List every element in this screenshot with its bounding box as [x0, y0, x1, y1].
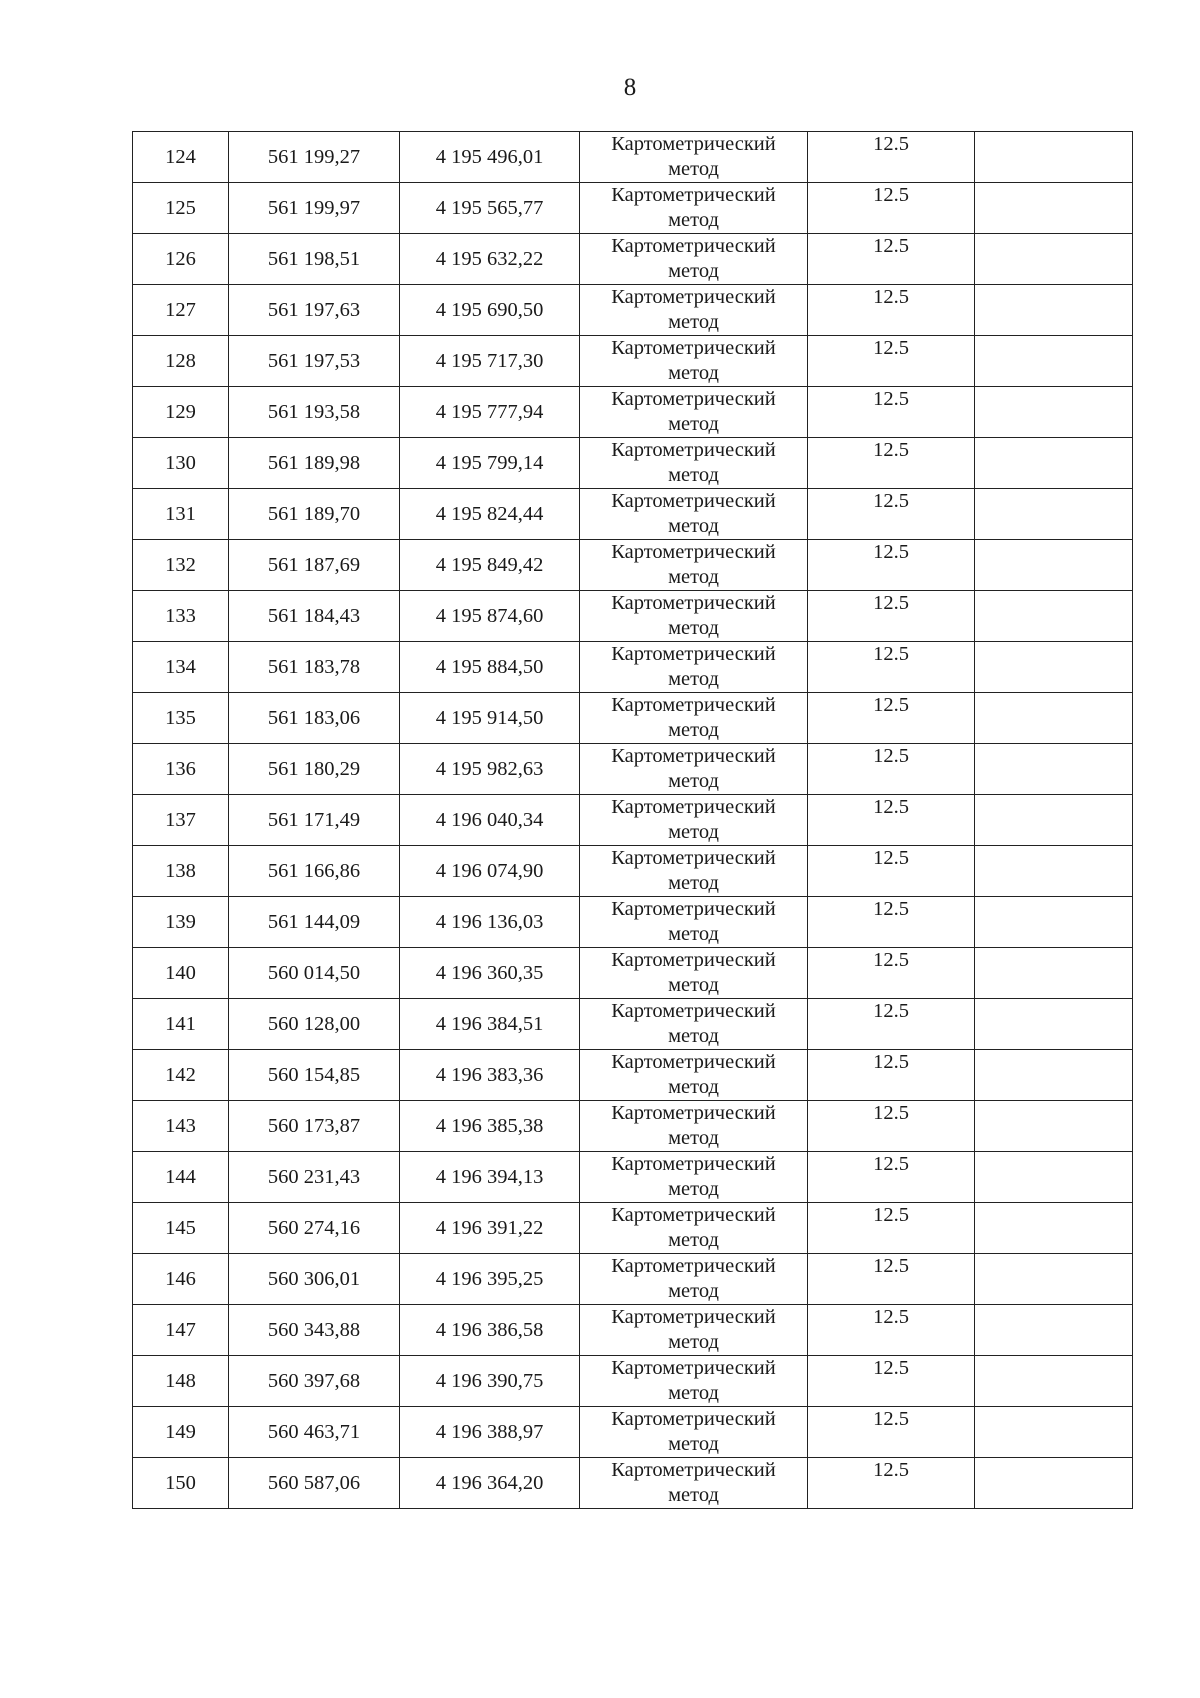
x-coordinate-cell: 561 184,43: [229, 591, 400, 642]
method-line-1: Картометрический: [611, 286, 776, 308]
method-line-2: метод: [668, 1076, 719, 1098]
point-number-cell: 136: [133, 744, 229, 795]
method-line-1: Картометрический: [611, 796, 776, 818]
method-cell: [580, 744, 808, 795]
coordinates-table: [132, 131, 1133, 1509]
method-line-1: Картометрический: [611, 745, 776, 767]
point-number-cell: 143: [133, 1101, 229, 1152]
table-row: [133, 1203, 1133, 1254]
accuracy-cell: 12.5: [808, 1050, 975, 1101]
table-row: [133, 132, 1133, 183]
x-coordinate-cell: 561 199,97: [229, 183, 400, 234]
accuracy-cell: 12.5: [808, 489, 975, 540]
method-line-2: метод: [668, 1331, 719, 1353]
method-line-1: Картометрический: [611, 1408, 776, 1430]
extra-cell: [975, 1407, 1133, 1458]
method-cell: [580, 489, 808, 540]
accuracy-cell: 12.5: [808, 948, 975, 999]
method-cell: [580, 1407, 808, 1458]
method-line-1: Картометрический: [611, 1051, 776, 1073]
x-coordinate-cell: 561 199,27: [229, 132, 400, 183]
accuracy-cell: 12.5: [808, 642, 975, 693]
accuracy-cell: 12.5: [808, 285, 975, 336]
method-line-1: Картометрический: [611, 1000, 776, 1022]
method-line-1: Картометрический: [611, 592, 776, 614]
extra-cell: [975, 591, 1133, 642]
method-line-1: Картометрический: [611, 490, 776, 512]
method-line-1: Картометрический: [611, 1102, 776, 1124]
method-line-1: Картометрический: [611, 235, 776, 257]
method-line-1: Картометрический: [611, 847, 776, 869]
extra-cell: [975, 744, 1133, 795]
point-number-cell: 148: [133, 1356, 229, 1407]
accuracy-cell: 12.5: [808, 744, 975, 795]
method-line-1: Картометрический: [611, 1255, 776, 1277]
accuracy-cell: 12.5: [808, 999, 975, 1050]
y-coordinate-cell: 4 196 360,35: [400, 948, 580, 999]
table-row: [133, 1356, 1133, 1407]
method-cell: [580, 591, 808, 642]
method-line-2: метод: [668, 311, 719, 333]
y-coordinate-cell: 4 195 632,22: [400, 234, 580, 285]
extra-cell: [975, 1203, 1133, 1254]
method-cell: [580, 285, 808, 336]
x-coordinate-cell: 561 189,98: [229, 438, 400, 489]
x-coordinate-cell: 561 183,78: [229, 642, 400, 693]
method-line-1: Картометрический: [611, 1357, 776, 1379]
method-line-2: метод: [668, 260, 719, 282]
table-row: [133, 336, 1133, 387]
extra-cell: [975, 285, 1133, 336]
x-coordinate-cell: 560 343,88: [229, 1305, 400, 1356]
method-cell: [580, 1101, 808, 1152]
extra-cell: [975, 540, 1133, 591]
method-line-1: Картометрический: [611, 694, 776, 716]
method-line-2: метод: [668, 515, 719, 537]
y-coordinate-cell: 4 195 690,50: [400, 285, 580, 336]
y-coordinate-cell: 4 196 395,25: [400, 1254, 580, 1305]
point-number-cell: 128: [133, 336, 229, 387]
method-line-2: метод: [668, 158, 719, 180]
extra-cell: [975, 1305, 1133, 1356]
extra-cell: [975, 1050, 1133, 1101]
method-cell: [580, 999, 808, 1050]
method-line-1: Картометрический: [611, 541, 776, 563]
accuracy-cell: 12.5: [808, 132, 975, 183]
method-cell: [580, 438, 808, 489]
method-cell: [580, 693, 808, 744]
point-number-cell: 129: [133, 387, 229, 438]
y-coordinate-cell: 4 196 364,20: [400, 1458, 580, 1509]
method-line-2: метод: [668, 362, 719, 384]
accuracy-cell: 12.5: [808, 1458, 975, 1509]
method-cell: [580, 1203, 808, 1254]
method-line-1: Картометрический: [611, 898, 776, 920]
accuracy-cell: 12.5: [808, 336, 975, 387]
point-number-cell: 149: [133, 1407, 229, 1458]
method-line-2: метод: [668, 668, 719, 690]
table-row: [133, 1458, 1133, 1509]
extra-cell: [975, 1254, 1133, 1305]
y-coordinate-cell: 4 195 849,42: [400, 540, 580, 591]
accuracy-cell: 12.5: [808, 234, 975, 285]
y-coordinate-cell: 4 196 388,97: [400, 1407, 580, 1458]
x-coordinate-cell: 560 463,71: [229, 1407, 400, 1458]
coordinates-table-body: [133, 132, 1133, 1509]
table-row: [133, 1101, 1133, 1152]
table-row: [133, 489, 1133, 540]
accuracy-cell: 12.5: [808, 438, 975, 489]
x-coordinate-cell: 561 189,70: [229, 489, 400, 540]
x-coordinate-cell: 560 014,50: [229, 948, 400, 999]
method-line-2: метод: [668, 974, 719, 996]
method-line-1: Картометрический: [611, 439, 776, 461]
method-cell: [580, 795, 808, 846]
x-coordinate-cell: 561 183,06: [229, 693, 400, 744]
accuracy-cell: 12.5: [808, 540, 975, 591]
table-row: [133, 795, 1133, 846]
point-number-cell: 147: [133, 1305, 229, 1356]
method-line-1: Картометрический: [611, 133, 776, 155]
y-coordinate-cell: 4 195 565,77: [400, 183, 580, 234]
y-coordinate-cell: 4 195 717,30: [400, 336, 580, 387]
table-row: [133, 387, 1133, 438]
extra-cell: [975, 1101, 1133, 1152]
method-line-2: метод: [668, 1127, 719, 1149]
table-row: [133, 1305, 1133, 1356]
point-number-cell: 131: [133, 489, 229, 540]
accuracy-cell: 12.5: [808, 1254, 975, 1305]
method-cell: [580, 336, 808, 387]
method-cell: [580, 387, 808, 438]
method-line-1: Картометрический: [611, 643, 776, 665]
method-cell: [580, 948, 808, 999]
method-line-2: метод: [668, 1229, 719, 1251]
method-cell: [580, 1152, 808, 1203]
extra-cell: [975, 948, 1133, 999]
accuracy-cell: 12.5: [808, 1203, 975, 1254]
x-coordinate-cell: 561 197,53: [229, 336, 400, 387]
table-row: [133, 846, 1133, 897]
method-line-1: Картометрический: [611, 1459, 776, 1481]
y-coordinate-cell: 4 195 914,50: [400, 693, 580, 744]
point-number-cell: 141: [133, 999, 229, 1050]
point-number-cell: 124: [133, 132, 229, 183]
x-coordinate-cell: 560 173,87: [229, 1101, 400, 1152]
y-coordinate-cell: 4 196 385,38: [400, 1101, 580, 1152]
table-row: [133, 1152, 1133, 1203]
extra-cell: [975, 234, 1133, 285]
table-row: [133, 744, 1133, 795]
method-cell: [580, 234, 808, 285]
method-cell: [580, 540, 808, 591]
accuracy-cell: 12.5: [808, 1152, 975, 1203]
extra-cell: [975, 846, 1133, 897]
table-row: [133, 693, 1133, 744]
extra-cell: [975, 489, 1133, 540]
accuracy-cell: 12.5: [808, 1101, 975, 1152]
y-coordinate-cell: 4 196 074,90: [400, 846, 580, 897]
extra-cell: [975, 1356, 1133, 1407]
extra-cell: [975, 999, 1133, 1050]
method-line-2: метод: [668, 209, 719, 231]
table-row: [133, 591, 1133, 642]
x-coordinate-cell: 561 187,69: [229, 540, 400, 591]
point-number-cell: 134: [133, 642, 229, 693]
extra-cell: [975, 1152, 1133, 1203]
table-row: [133, 948, 1133, 999]
method-cell: [580, 846, 808, 897]
y-coordinate-cell: 4 196 394,13: [400, 1152, 580, 1203]
x-coordinate-cell: 561 197,63: [229, 285, 400, 336]
extra-cell: [975, 1458, 1133, 1509]
x-coordinate-cell: 561 166,86: [229, 846, 400, 897]
extra-cell: [975, 132, 1133, 183]
y-coordinate-cell: 4 196 384,51: [400, 999, 580, 1050]
point-number-cell: 145: [133, 1203, 229, 1254]
extra-cell: [975, 795, 1133, 846]
table-row: [133, 1254, 1133, 1305]
page-number: 8: [623, 74, 637, 101]
method-line-2: метод: [668, 1382, 719, 1404]
point-number-cell: 135: [133, 693, 229, 744]
point-number-cell: 127: [133, 285, 229, 336]
method-cell: [580, 1305, 808, 1356]
method-line-2: метод: [668, 821, 719, 843]
point-number-cell: 126: [133, 234, 229, 285]
point-number-cell: 144: [133, 1152, 229, 1203]
method-line-2: метод: [668, 1025, 719, 1047]
extra-cell: [975, 438, 1133, 489]
table-row: [133, 999, 1133, 1050]
y-coordinate-cell: 4 195 799,14: [400, 438, 580, 489]
extra-cell: [975, 183, 1133, 234]
y-coordinate-cell: 4 196 390,75: [400, 1356, 580, 1407]
accuracy-cell: 12.5: [808, 183, 975, 234]
method-cell: [580, 1458, 808, 1509]
method-line-1: Картометрический: [611, 388, 776, 410]
point-number-cell: 150: [133, 1458, 229, 1509]
method-line-1: Картометрический: [611, 1204, 776, 1226]
x-coordinate-cell: 561 198,51: [229, 234, 400, 285]
method-cell: [580, 1254, 808, 1305]
table-row: [133, 285, 1133, 336]
accuracy-cell: 12.5: [808, 1305, 975, 1356]
point-number-cell: 133: [133, 591, 229, 642]
y-coordinate-cell: 4 195 777,94: [400, 387, 580, 438]
method-line-2: метод: [668, 1484, 719, 1506]
x-coordinate-cell: 560 306,01: [229, 1254, 400, 1305]
extra-cell: [975, 336, 1133, 387]
accuracy-cell: 12.5: [808, 795, 975, 846]
y-coordinate-cell: 4 196 386,58: [400, 1305, 580, 1356]
point-number-cell: 132: [133, 540, 229, 591]
method-line-1: Картометрический: [611, 1153, 776, 1175]
method-cell: [580, 1050, 808, 1101]
method-line-2: метод: [668, 1280, 719, 1302]
method-line-2: метод: [668, 719, 719, 741]
method-line-1: Картометрический: [611, 184, 776, 206]
y-coordinate-cell: 4 195 496,01: [400, 132, 580, 183]
point-number-cell: 142: [133, 1050, 229, 1101]
accuracy-cell: 12.5: [808, 846, 975, 897]
table-row: [133, 183, 1133, 234]
table-row: [133, 234, 1133, 285]
x-coordinate-cell: 561 144,09: [229, 897, 400, 948]
x-coordinate-cell: 560 231,43: [229, 1152, 400, 1203]
y-coordinate-cell: 4 196 040,34: [400, 795, 580, 846]
method-line-2: метод: [668, 872, 719, 894]
point-number-cell: 130: [133, 438, 229, 489]
method-line-2: метод: [668, 1433, 719, 1455]
accuracy-cell: 12.5: [808, 693, 975, 744]
x-coordinate-cell: 560 154,85: [229, 1050, 400, 1101]
y-coordinate-cell: 4 195 884,50: [400, 642, 580, 693]
table-row: [133, 897, 1133, 948]
extra-cell: [975, 642, 1133, 693]
x-coordinate-cell: 560 587,06: [229, 1458, 400, 1509]
accuracy-cell: 12.5: [808, 387, 975, 438]
extra-cell: [975, 693, 1133, 744]
method-cell: [580, 132, 808, 183]
method-cell: [580, 183, 808, 234]
x-coordinate-cell: 560 274,16: [229, 1203, 400, 1254]
table-row: [133, 1050, 1133, 1101]
method-line-2: метод: [668, 566, 719, 588]
accuracy-cell: 12.5: [808, 1407, 975, 1458]
method-line-2: метод: [668, 770, 719, 792]
method-line-2: метод: [668, 464, 719, 486]
table-row: [133, 438, 1133, 489]
method-line-2: метод: [668, 1178, 719, 1200]
extra-cell: [975, 897, 1133, 948]
x-coordinate-cell: 561 193,58: [229, 387, 400, 438]
y-coordinate-cell: 4 195 824,44: [400, 489, 580, 540]
accuracy-cell: 12.5: [808, 591, 975, 642]
method-line-1: Картометрический: [611, 949, 776, 971]
method-line-1: Картометрический: [611, 1306, 776, 1328]
y-coordinate-cell: 4 196 391,22: [400, 1203, 580, 1254]
point-number-cell: 140: [133, 948, 229, 999]
table-row: [133, 642, 1133, 693]
method-line-1: Картометрический: [611, 337, 776, 359]
x-coordinate-cell: 560 397,68: [229, 1356, 400, 1407]
point-number-cell: 137: [133, 795, 229, 846]
method-line-2: метод: [668, 923, 719, 945]
accuracy-cell: 12.5: [808, 897, 975, 948]
method-cell: [580, 1356, 808, 1407]
accuracy-cell: 12.5: [808, 1356, 975, 1407]
point-number-cell: 146: [133, 1254, 229, 1305]
method-cell: [580, 897, 808, 948]
method-line-2: метод: [668, 617, 719, 639]
table-row: [133, 1407, 1133, 1458]
x-coordinate-cell: 561 180,29: [229, 744, 400, 795]
x-coordinate-cell: 561 171,49: [229, 795, 400, 846]
table-row: [133, 540, 1133, 591]
point-number-cell: 138: [133, 846, 229, 897]
y-coordinate-cell: 4 195 874,60: [400, 591, 580, 642]
point-number-cell: 125: [133, 183, 229, 234]
point-number-cell: 139: [133, 897, 229, 948]
method-line-2: метод: [668, 413, 719, 435]
y-coordinate-cell: 4 195 982,63: [400, 744, 580, 795]
x-coordinate-cell: 560 128,00: [229, 999, 400, 1050]
y-coordinate-cell: 4 196 383,36: [400, 1050, 580, 1101]
method-cell: [580, 642, 808, 693]
extra-cell: [975, 387, 1133, 438]
y-coordinate-cell: 4 196 136,03: [400, 897, 580, 948]
